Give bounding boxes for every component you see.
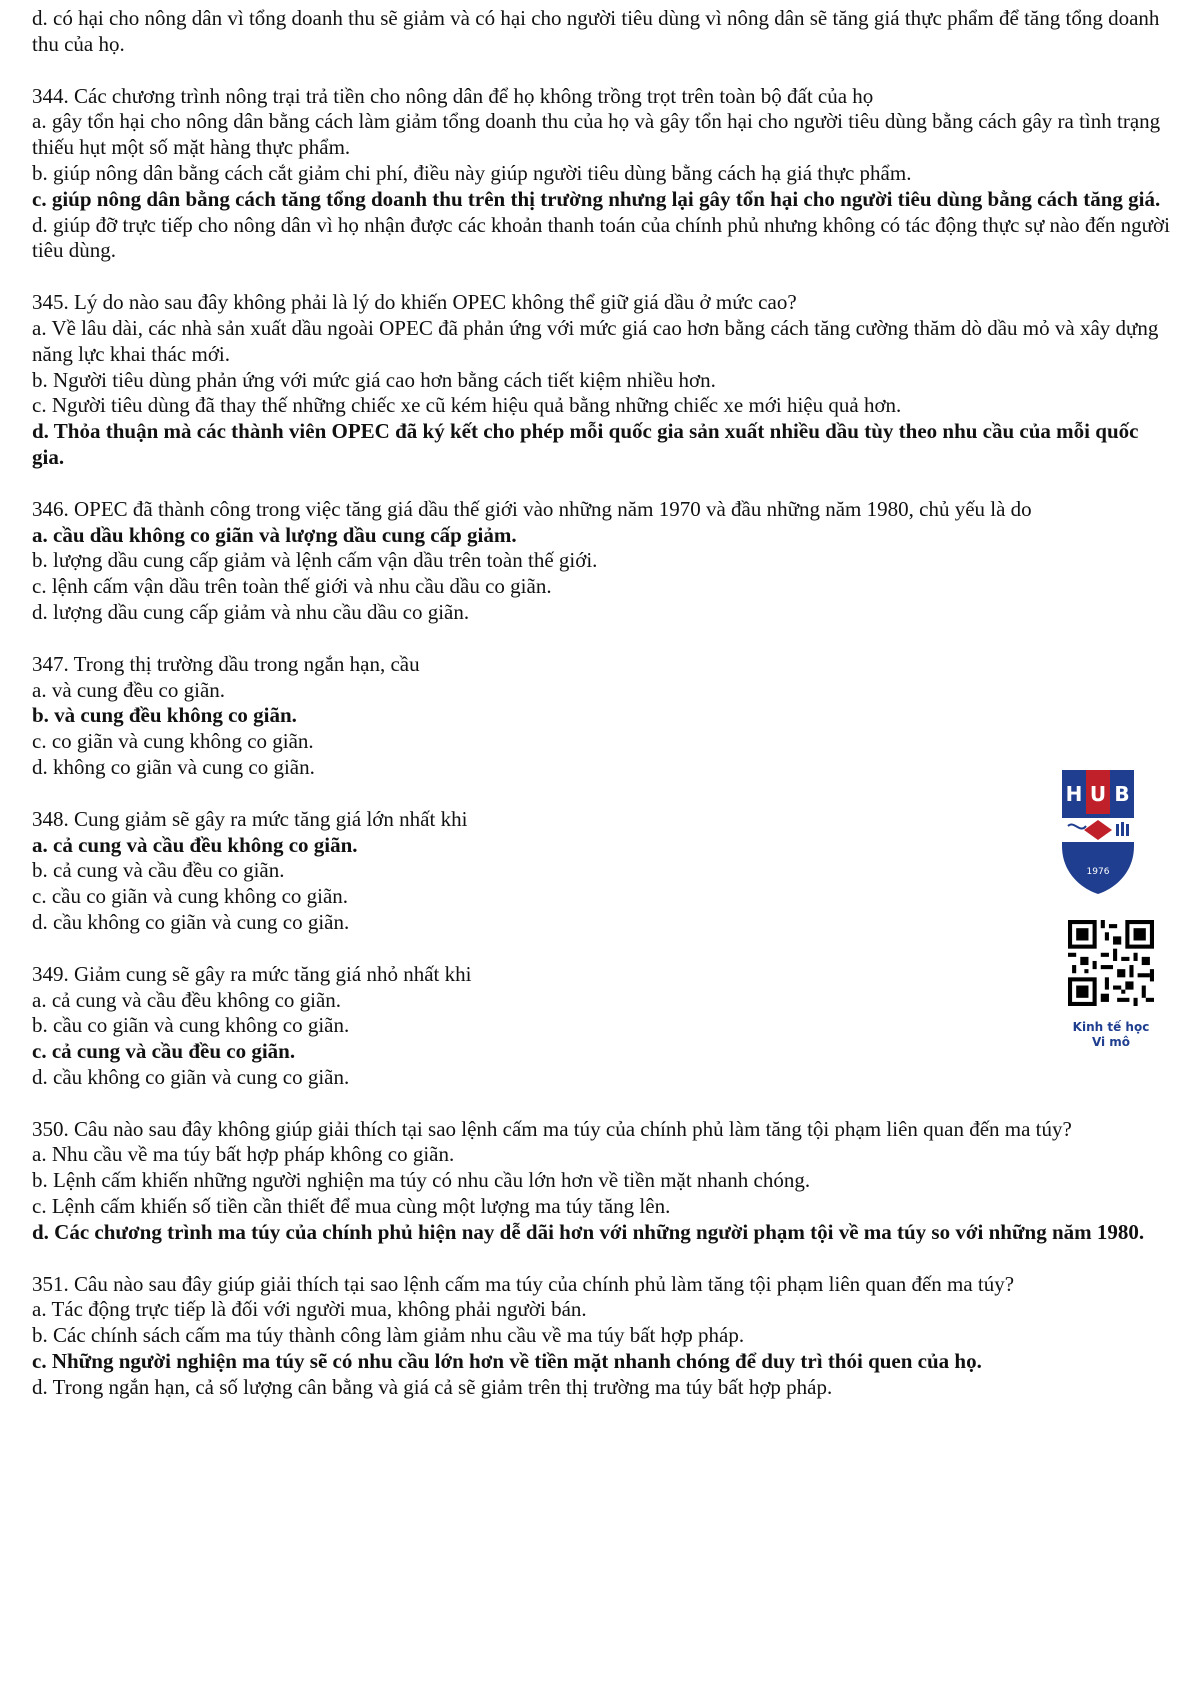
correct-answer-option: d. Các chương trình ma túy của chính phủ hiện nay dễ dãi hơn với những người phạm tội về ma túy so với những năm 1980. xyxy=(32,1219,1145,1244)
correct-answer-option: c. giúp nông dân bằng cách tăng tổng doanh thu trên thị trường nhưng lại gây tổn hại cho người tiêu dùng bằng cách tăng giá. xyxy=(32,186,1161,211)
answer-option: c. lệnh cấm vận dầu trên toàn thế giới và nhu cầu dầu co giãn. xyxy=(32,574,552,599)
correct-answer-option: a. cầu dầu không co giãn và lượng dầu cung cấp giảm. xyxy=(32,522,517,547)
document-page xyxy=(32,6,1172,1401)
answer-option: c. Người tiêu dùng đã thay thế những chiếc xe cũ kém hiệu quả bằng những chiếc xe mới hiệu quả hơn. xyxy=(32,393,902,418)
logo-year: 1976 xyxy=(1086,867,1110,877)
answer-option: a. Về lâu dài, các nhà sản xuất dầu ngoài OPEC đã phản ứng với mức giá cao hơn bằng cách tăng cường thăm dò dầu mỏ và xây dựng năng lực khai thác mới. xyxy=(32,315,1159,366)
question-347: 347. Trong thị trường dầu trong ngắn hạn, cầu xyxy=(32,651,420,676)
correct-answer-option: c. Những người nghiện ma túy sẽ có nhu cầu lớn hơn về tiền mặt nhanh chóng để duy trì thói quen của họ. xyxy=(32,1349,982,1374)
answer-option: d. không co giãn và cung co giãn. xyxy=(32,754,315,779)
correct-answer-option: a. cả cung và cầu đều không co giãn. xyxy=(32,832,358,857)
answer-option: d. có hại cho nông dân vì tổng doanh thu sẽ giảm và có hại cho người tiêu dùng vì nông dân sẽ tăng giá thực phẩm để tăng tổng doanh thu của họ. xyxy=(32,6,1160,56)
question-350: 350. Câu nào sau đây không giúp giải thích tại sao lệnh cấm ma túy của chính phủ làm tăng tội phạm liên quan đến ma túy? xyxy=(32,1116,1072,1141)
question-351: 351. Câu nào sau đây giúp giải thích tại sao lệnh cấm ma túy của chính phủ làm tăng tội phạm liên quan đến ma túy? xyxy=(32,1271,1015,1296)
answer-option: a. cả cung và cầu đều không co giãn. xyxy=(32,987,342,1012)
correct-answer-option: c. cả cung và cầu đều co giãn. xyxy=(32,1039,296,1064)
course-subtitle: Vi mô xyxy=(1091,1035,1131,1049)
answer-option: d. lượng dầu cung cấp giảm và nhu cầu dầu co giãn. xyxy=(32,599,470,624)
answer-option: c. cầu co giãn và cung không co giãn. xyxy=(32,884,349,909)
answer-option: d. giúp đỡ trực tiếp cho nông dân vì họ nhận được các khoản thanh toán của chính phủ nhưng không có tác động thực sự nào đến người tiêu dùng. xyxy=(32,212,1170,263)
qr-code xyxy=(1068,920,1154,1006)
logo-letter-h: H xyxy=(1065,782,1083,806)
answer-option: a. Tác động trực tiếp là đối với người mua, không phải người bán. xyxy=(32,1297,587,1322)
answer-option: b. Lệnh cấm khiến những người nghiện ma túy có nhu cầu lớn hơn về tiền mặt nhanh chóng. xyxy=(32,1168,811,1193)
answer-option: b. Các chính sách cấm ma túy thành công làm giảm nhu cầu về ma túy bất hợp pháp. xyxy=(32,1323,745,1348)
logo-letter-u: U xyxy=(1089,782,1107,806)
hub-logo xyxy=(1058,768,1138,896)
question-349: 349. Giảm cung sẽ gây ra mức tăng giá nhỏ nhất khi xyxy=(32,961,472,986)
question-346: 346. OPEC đã thành công trong việc tăng giá dầu thế giới vào những năm 1970 và đầu những năm 1980, chủ yếu là do xyxy=(32,496,1032,521)
question-345: 345. Lý do nào sau đây không phải là lý do khiến OPEC không thể giữ giá dầu ở mức cao? xyxy=(32,290,797,315)
course-title: Kinh tế học xyxy=(1072,1020,1150,1034)
answer-option: c. co giãn và cung không co giãn. xyxy=(32,729,314,754)
answer-option: b. cả cung và cầu đều co giãn. xyxy=(32,858,285,883)
answer-option: b. lượng dầu cung cấp giảm và lệnh cấm vận dầu trên toàn thế giới. xyxy=(32,548,598,573)
answer-option: d. Trong ngắn hạn, cả số lượng cân bằng và giá cả sẽ giảm trên thị trường ma túy bất hợp pháp. xyxy=(32,1374,833,1399)
answer-option: a. gây tổn hại cho nông dân bằng cách làm giảm tổng doanh thu của họ và gây tổn hại cho người tiêu dùng bằng cách gây ra tình trạng thiếu hụt một số mặt hàng thực phẩm. xyxy=(32,109,1161,160)
logo-letter-b: B xyxy=(1114,782,1130,806)
answer-option: c. Lệnh cấm khiến số tiền cần thiết để mua cùng một lượng ma túy tăng lên. xyxy=(32,1194,671,1219)
answer-option: a. và cung đều co giãn. xyxy=(32,677,226,702)
answer-option: b. cầu co giãn và cung không co giãn. xyxy=(32,1013,350,1038)
course-label xyxy=(1062,1020,1160,1050)
answer-option: b. Người tiêu dùng phản ứng với mức giá cao hơn bằng cách tiết kiệm nhiều hơn. xyxy=(32,367,716,392)
question-348: 348. Cung giảm sẽ gây ra mức tăng giá lớn nhất khi xyxy=(32,806,468,831)
answer-option: d. cầu không co giãn và cung co giãn. xyxy=(32,1064,350,1089)
question-344: 344. Các chương trình nông trại trả tiền cho nông dân để họ không trồng trọt trên toàn bộ đất của họ xyxy=(32,83,874,108)
answer-option: d. cầu không co giãn và cung co giãn. xyxy=(32,909,350,934)
answer-option: a. Nhu cầu về ma túy bất hợp pháp không co giãn. xyxy=(32,1142,455,1167)
answer-option: b. giúp nông dân bằng cách cắt giảm chi phí, điều này giúp người tiêu dùng bằng cách hạ giá thực phẩm. xyxy=(32,160,912,185)
correct-answer-option: d. Thỏa thuận mà các thành viên OPEC đã ký kết cho phép mỗi quốc gia sản xuất nhiều dầu tùy theo nhu cầu của mỗi quốc gia. xyxy=(32,419,1139,469)
correct-answer-option: b. và cung đều không co giãn. xyxy=(32,703,297,728)
